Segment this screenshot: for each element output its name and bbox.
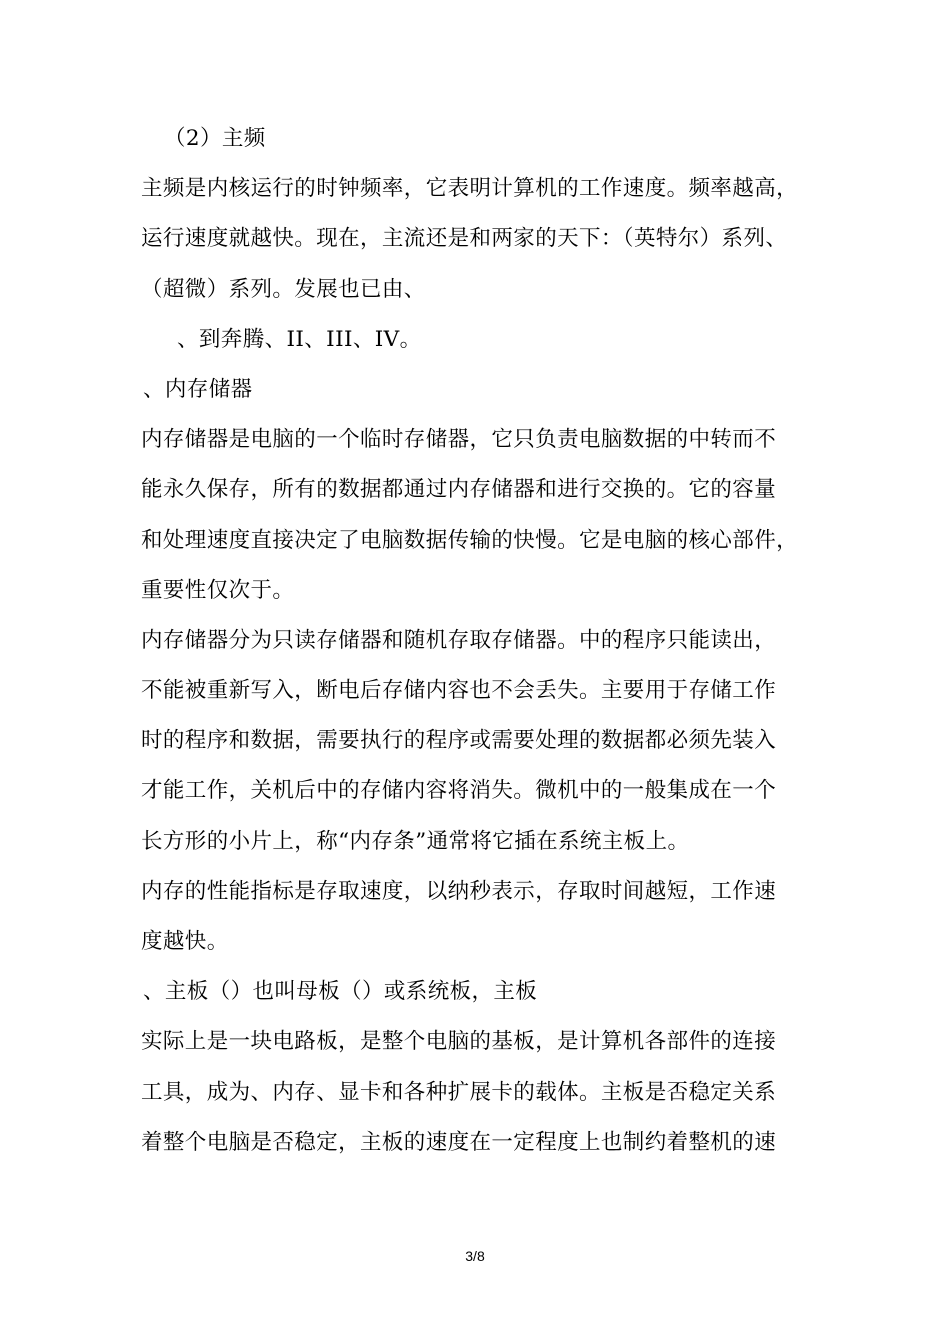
paragraph-line: 实际上是一块电路板，是整个电脑的基板，是计算机各部件的连接	[141, 1029, 777, 1055]
paragraph-line: 运行速度就越快。现在，主流还是和两家的天下：（英特尔）系列、	[141, 226, 788, 252]
paragraph-line: 内存储器分为只读存储器和随机存取存储器。中的程序只能读出，	[141, 627, 777, 653]
paragraph-line: 内存的性能指标是存取速度，以纳秒表示，存取时间越短，工作速	[141, 878, 777, 904]
paragraph-line: 度越快。	[141, 929, 229, 954]
section-heading-cpu-frequency: （2）主频	[164, 126, 266, 151]
paragraph-line: 重要性仅次于。	[141, 577, 295, 603]
paragraph-line: 长方形的小片上，称“内存条”通常将它插在系统主板上。	[141, 828, 690, 854]
paragraph-line: 和处理速度直接决定了电脑数据传输的快慢。它是电脑的核心部件，	[141, 527, 799, 553]
section-heading-motherboard: 、主板（）也叫母板（）或系统板，主板	[143, 979, 538, 1005]
paragraph-line: 时的程序和数据，需要执行的程序或需要处理的数据都必须先装入	[141, 728, 777, 754]
paragraph-line: 能永久保存，所有的数据都通过内存储器和进行交换的。它的容量	[141, 477, 777, 503]
paragraph-line: 主频是内核运行的时钟频率，它表明计算机的工作速度。频率越高，	[141, 176, 799, 202]
paragraph-line: 、到奔腾、II、III、IV。	[177, 326, 422, 352]
paragraph-line: 着整个电脑是否稳定，主板的速度在一定程度上也制约着整机的速	[141, 1129, 777, 1155]
paragraph-line: 工具，成为、内存、显卡和各种扩展卡的载体。主板是否稳定关系	[141, 1079, 777, 1105]
section-heading-memory: 、内存储器	[143, 376, 253, 402]
page-number: 3/8	[465, 1248, 485, 1264]
paragraph-line: （超微）系列。发展也已由、	[141, 276, 426, 302]
document-body	[141, 114, 809, 1168]
paragraph-line: 不能被重新写入，断电后存储内容也不会丢失。主要用于存储工作	[141, 678, 777, 704]
paragraph-line: 内存储器是电脑的一个临时存储器，它只负责电脑数据的中转而不	[141, 427, 777, 453]
paragraph-line: 才能工作，关机后中的存储内容将消失。微机中的一般集成在一个	[141, 778, 777, 804]
